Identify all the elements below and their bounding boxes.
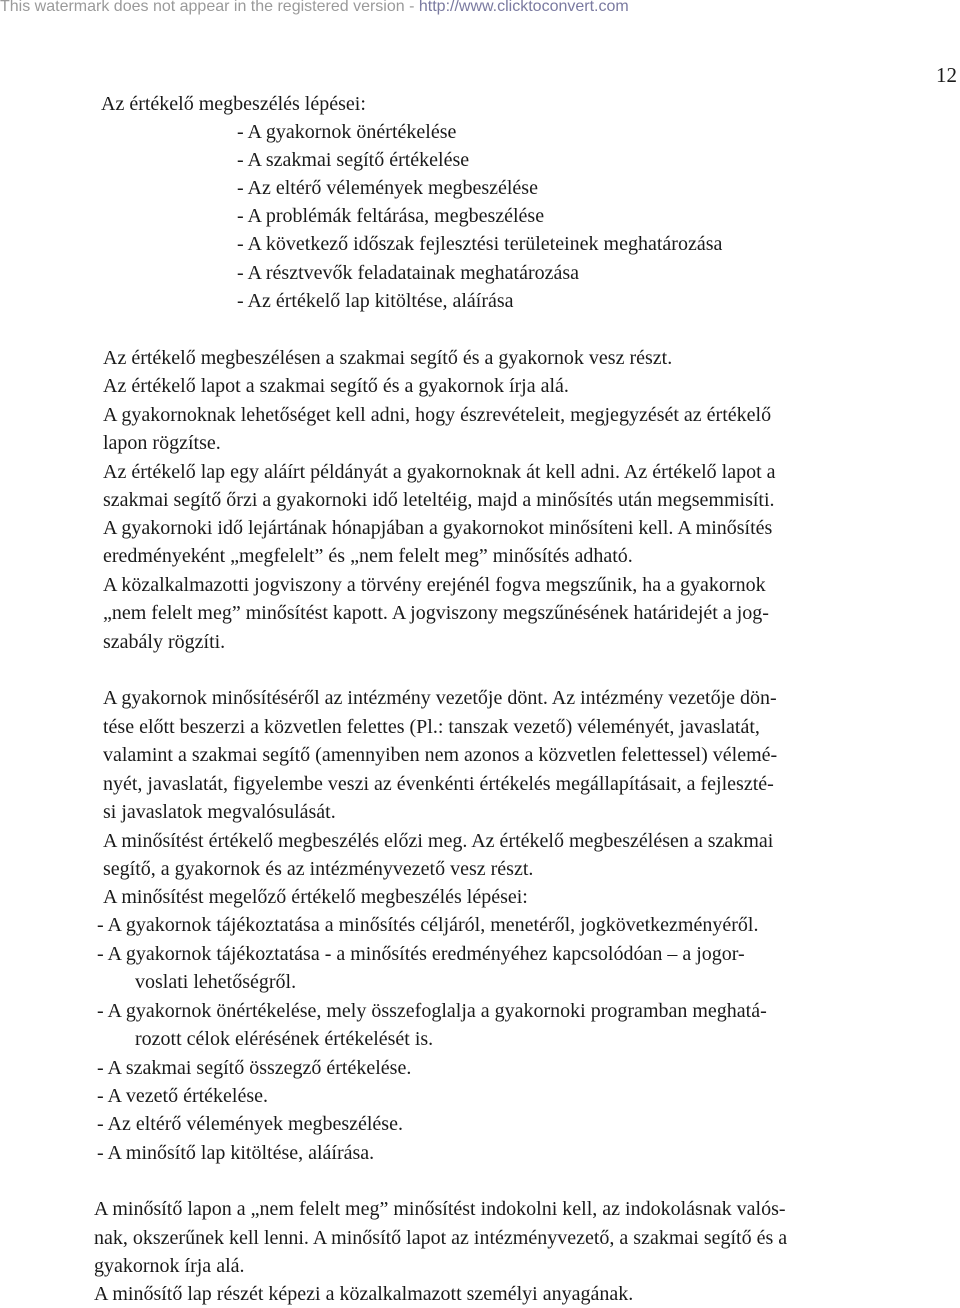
text-line: segítő, a gyakornok és az intézményvezető vesz részt. bbox=[103, 858, 534, 880]
watermark-text: This watermark does not appear in the registered version - bbox=[0, 0, 419, 15]
text-line: gyakornok írja alá. bbox=[94, 1255, 245, 1277]
text-line: A gyakornoknak lehetőséget kell adni, hogy észrevételeit, megjegyzését az értékelő bbox=[103, 404, 772, 426]
text-line: „nem felelt meg” minősítést kapott. A jogviszony megszűnésének határidejét a jog- bbox=[103, 602, 769, 624]
text-line: lapon rögzítse. bbox=[103, 432, 221, 454]
text-line: Az értékelő megbeszélésen a szakmai segítő és a gyakornok vesz részt. bbox=[103, 347, 673, 369]
list-item: - A következő időszak fejlesztési területeinek meghatározása bbox=[237, 233, 723, 255]
page-number: 12 bbox=[936, 63, 957, 87]
text-line: Az értékelő megbeszélés lépései: bbox=[101, 93, 366, 115]
list-item: - A problémák feltárása, megbeszélése bbox=[237, 205, 545, 227]
text-line: tése előtt beszerzi a közvetlen felettes (Pl.: tanszak vezető) véleményét, javaslatát, bbox=[103, 716, 760, 738]
list-item: - A gyakornok önértékelése bbox=[237, 121, 457, 143]
list-item: - Az értékelő lap kitöltése, aláírása bbox=[237, 290, 514, 312]
text-line: A gyakornoki idő lejártának hónapjában a gyakornokot minősíteni kell. A minősítés bbox=[103, 517, 773, 539]
list-item: - A minősítő lap kitöltése, aláírása. bbox=[97, 1142, 375, 1164]
list-item: - Az eltérő vélemények megbeszélése. bbox=[97, 1113, 403, 1135]
text-line: si javaslatok megvalósulását. bbox=[103, 801, 336, 823]
watermark-link[interactable]: http://www.clicktoconvert.com bbox=[418, 0, 629, 15]
text-line: A minősítő lap részét képezi a közalkalmazott személyi anyagának. bbox=[94, 1283, 634, 1305]
text-line: A közalkalmazotti jogviszony a törvény erejénél fogva megszűnik, ha a gyakornok bbox=[103, 574, 766, 596]
list-item: - A gyakornok önértékelése, mely összefoglalja a gyakornoki programban meghatá- bbox=[97, 1000, 767, 1022]
text-line: A minősítést értékelő megbeszélés előzi meg. Az értékelő megbeszélésen a szakmai bbox=[103, 830, 774, 852]
list-item-continuation: rozott célok elérésének értékelését is. bbox=[135, 1028, 434, 1050]
text-line: Az értékelő lap egy aláírt példányát a gyakornoknak át kell adni. Az értékelő lapot a bbox=[103, 461, 776, 483]
text-line: A minősítést megelőző értékelő megbeszélés lépései: bbox=[103, 886, 528, 908]
text-line: nak, okszerűnek kell lenni. A minősítő lapot az intézményvezető, a szakmai segítő és a bbox=[94, 1227, 788, 1249]
text-line: A gyakornok minősítéséről az intézmény vezetője dönt. Az intézmény vezetője dön- bbox=[103, 687, 777, 709]
text-line: nyét, javaslatát, figyelembe veszi az évenkénti értékelés megállapításait, a fejleszté- bbox=[103, 773, 774, 795]
text-line: szabály rögzíti. bbox=[103, 631, 226, 653]
list-item: - A szakmai segítő értékelése bbox=[237, 149, 470, 171]
text-line: valamint a szakmai segítő (amennyiben nem azonos a közvetlen felettessel) vélemé- bbox=[103, 744, 778, 766]
list-item: - A gyakornok tájékoztatása a minősítés céljáról, menetéről, jogkövetkezményéről. bbox=[97, 914, 759, 936]
text-line: szakmai segítő őrzi a gyakornoki idő leteltéig, majd a minősítés után megsemmisíti. bbox=[103, 489, 775, 511]
list-item-continuation: voslati lehetőségről. bbox=[135, 971, 297, 993]
list-item: - A vezető értékelése. bbox=[97, 1085, 269, 1107]
list-item: - A résztvevők feladatainak meghatározása bbox=[237, 262, 580, 284]
list-item: - A szakmai segítő összegző értékelése. bbox=[97, 1057, 412, 1079]
list-item: - A gyakornok tájékoztatása - a minősítés eredményéhez kapcsolódóan – a jogor- bbox=[97, 943, 745, 965]
text-line: eredményeként „megfelelt” és „nem felelt meg” minősítés adható. bbox=[103, 545, 633, 567]
list-item: - Az eltérő vélemények megbeszélése bbox=[237, 177, 538, 199]
watermark bbox=[0, 0, 629, 16]
text-line: A minősítő lapon a „nem felelt meg” minősítést indokolni kell, az indokolásnak valós- bbox=[94, 1198, 786, 1220]
text-line: Az értékelő lapot a szakmai segítő és a gyakornok írja alá. bbox=[103, 375, 569, 397]
